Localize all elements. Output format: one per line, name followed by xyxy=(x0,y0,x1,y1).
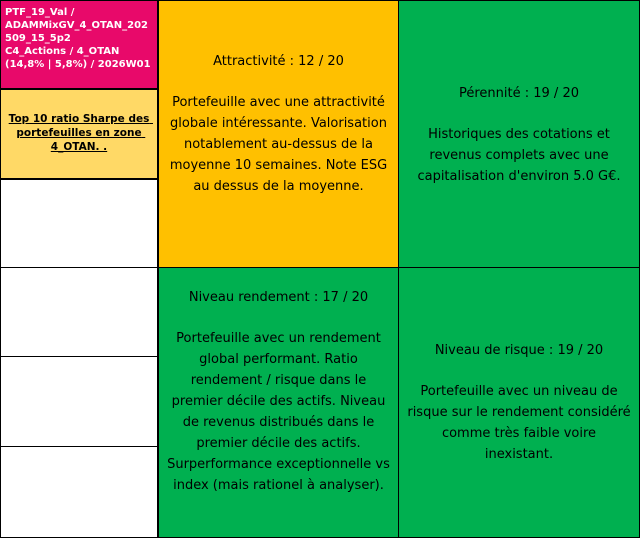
risque-panel xyxy=(398,267,640,538)
attractivite-panel xyxy=(158,0,399,268)
portfolio-title-line: ADAMMixGV_4_OTAN_202 xyxy=(5,20,148,31)
rendement-title: Niveau rendement : 17 / 20 xyxy=(188,290,369,305)
sharpe-highlight-text: Top 10 ratio Sharpe des portefeuilles en zone 4_OTAN. . xyxy=(8,113,153,153)
empty-cell xyxy=(0,179,158,268)
risque-title: Niveau de risque : 19 / 20 xyxy=(434,343,604,358)
portfolio-title-line: C4_Actions / 4_OTAN xyxy=(5,46,120,57)
empty-cell xyxy=(0,446,158,538)
perennite-panel xyxy=(398,0,640,268)
portfolio-title-cell xyxy=(0,0,158,89)
portfolio-title-line: 509_15_5p2 xyxy=(5,33,71,44)
sharpe-highlight-cell xyxy=(0,89,158,179)
portfolio-title-line: PTF_19_Val / xyxy=(5,7,75,18)
rendement-description: Portefeuille avec un rendement global performant. Ratio rendement / risque dans le premier décile des actifs. Niveau de revenus distribués dans le premier décile des actifs. Surperformance exceptionnelle vs index (mais rationel à analyser). xyxy=(167,331,390,493)
rendement-panel xyxy=(158,267,399,538)
empty-cell xyxy=(0,356,158,447)
risque-description: Portefeuille avec un niveau de risque sur le rendement considéré comme très faible voire inexistant. xyxy=(407,384,631,462)
perennite-description: Historiques des cotations et revenus complets avec une capitalisation d'environ 5.0 G€. xyxy=(417,127,621,184)
perennite-title: Pérennité : 19 / 20 xyxy=(459,86,579,101)
attractivite-title: Attractivité : 12 / 20 xyxy=(213,54,344,69)
empty-cell xyxy=(0,267,158,357)
attractivite-description: Portefeuille avec une attractivité globale intéressante. Valorisation notablement au-dessus de la moyenne 10 semaines. Note ESG au dessus de la moyenne. xyxy=(169,95,388,194)
portfolio-title-line: (14,8% | 5,8%) / 2026W01 xyxy=(5,59,151,70)
